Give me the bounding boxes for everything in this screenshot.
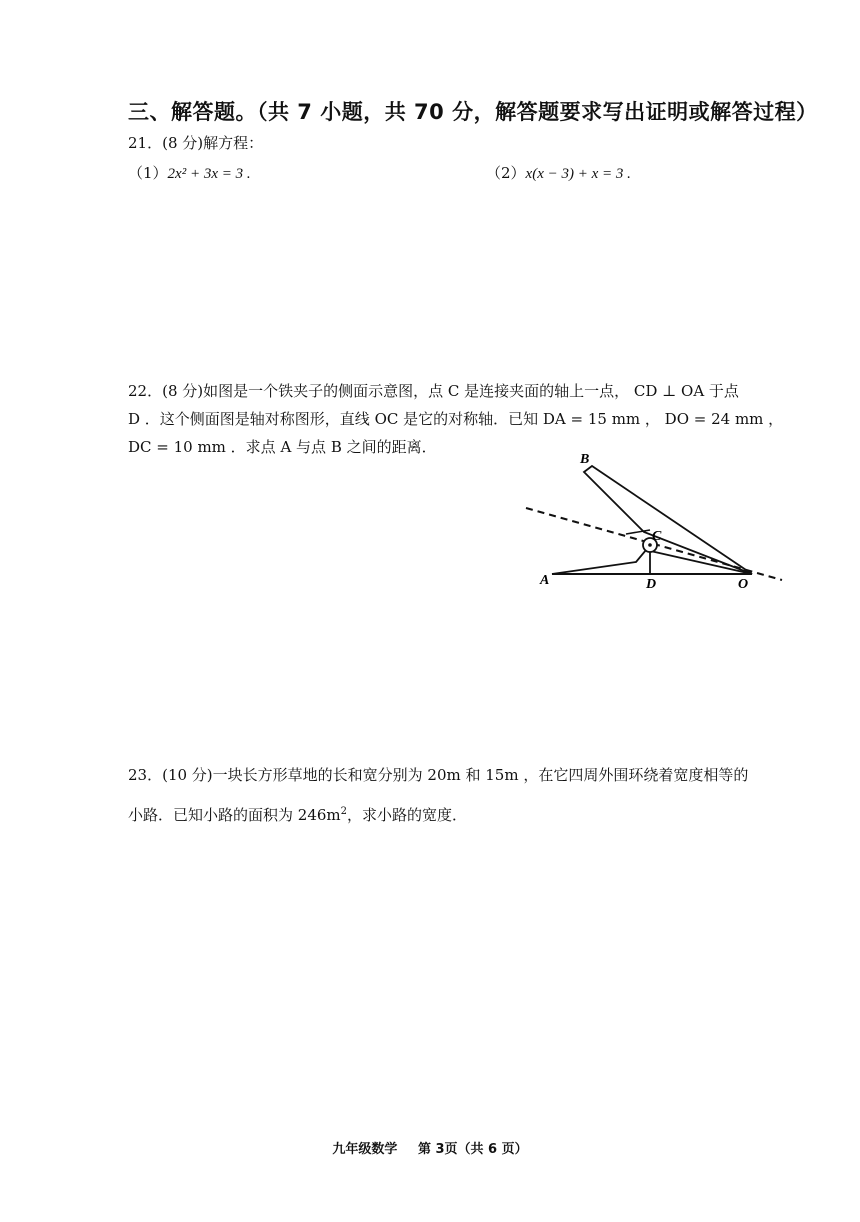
- section-title: 三、解答题。（共 7 小题，共 70 分，解答题要求写出证明或解答过程）: [128, 100, 818, 124]
- label-O: O: [738, 577, 749, 592]
- q21-part2: [486, 164, 631, 183]
- q21-part1-equation: 2x² + 3x = 3 .: [167, 166, 251, 182]
- q22-line1: 22．(8 分)如图是一个铁夹子的侧面示意图，点 C 是连接夹面的轴上一点， CD ⊥ OA 于点: [128, 382, 739, 400]
- iron-clip-figure: [520, 448, 790, 598]
- upper-arm: [584, 466, 752, 574]
- q22-line2: D ．这个侧面图是轴对称图形，直线 OC 是它的对称轴．已知 DA = 15 mm ， DO = 24 mm ，: [128, 410, 784, 428]
- q23-line2-suffix: ，求小路的宽度．: [347, 806, 468, 824]
- q23-line1: 23．(10 分)一块长方形草地的长和宽分别为 20m 和 15m ，在它四周外围环绕着宽度相等的: [128, 766, 749, 784]
- q23-line2-prefix: 小路．已知小路的面积为 246m: [128, 806, 341, 824]
- q21-part1: [128, 164, 251, 183]
- q22-line3: DC = 10 mm ．求点 A 与点 B 之间的距离．: [128, 438, 437, 456]
- q23-line2: [128, 806, 467, 824]
- page-footer: [0, 1138, 860, 1157]
- q21-part2-equation: x(x − 3) + x = 3 .: [525, 166, 631, 182]
- label-B: B: [580, 452, 590, 467]
- q23-line2-superscript: 2: [340, 806, 347, 817]
- footer-subject: 九年级数学: [332, 1142, 398, 1157]
- footer-page-number: 第 3页（共 6 页）: [417, 1142, 528, 1157]
- label-C: C: [652, 529, 662, 544]
- q21-header: 21．(8 分)解方程：: [128, 134, 264, 152]
- label-D: D: [646, 577, 657, 592]
- q21-part2-label: （2）: [486, 164, 526, 182]
- q21-part1-label: （1）: [128, 164, 168, 182]
- label-A: A: [540, 573, 550, 588]
